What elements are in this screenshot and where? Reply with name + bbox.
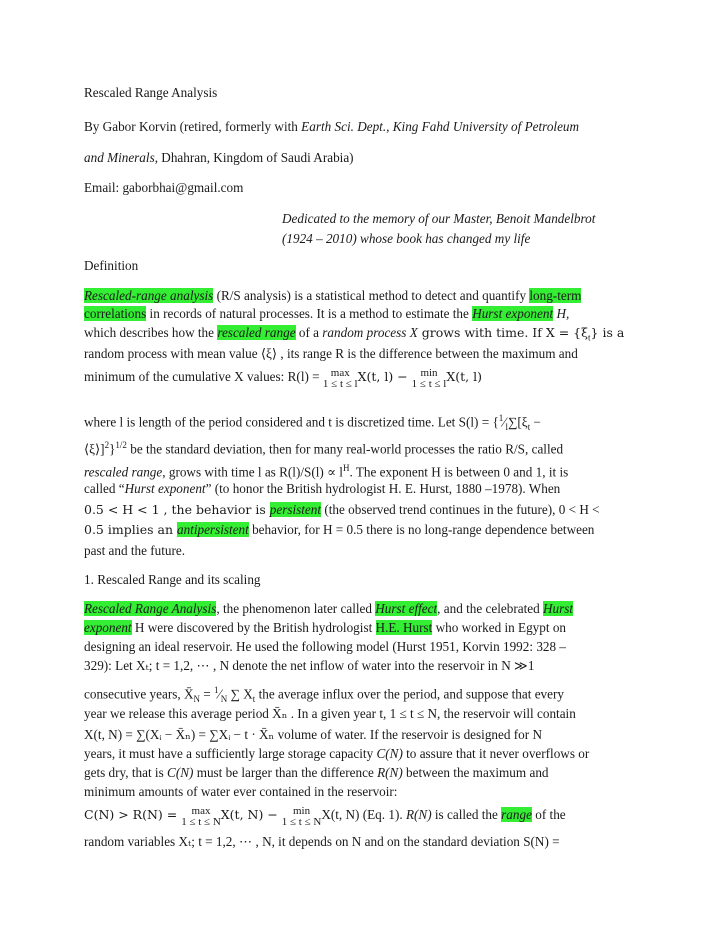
range-label: 1 ≤ t ≤ l [322, 378, 358, 390]
def-line-5 [84, 368, 482, 390]
def-line-2 [84, 306, 569, 322]
highlight-antipersistent: antipersistent [176, 522, 249, 537]
def-text: random process X [322, 325, 418, 340]
def-text: H, [553, 306, 570, 321]
s1-text: is called the [431, 807, 502, 822]
def-text: . The exponent H is between 0 and 1, it is [349, 464, 569, 480]
dedication-line-1: Dedicated to the memory of our Master, Benoit Mandelbrot [282, 211, 596, 226]
author-location: , Dhahran, Kingdom of Saudi Arabia) [154, 150, 354, 165]
def-math: ∑ [508, 414, 518, 430]
def-math: X(t, l) [446, 369, 482, 384]
def-line-4: random process with mean value ⟨ξ⟩ , its range R is the difference between the maximum and [84, 346, 578, 361]
s1-text: to assure that it never overflows or [402, 746, 590, 761]
dedication-line-2: (1924 – 2010) whose book has changed my life [282, 231, 531, 246]
s1-text: who worked in Egypt on [432, 620, 567, 635]
def-text: (the observed trend continues in the future), 0 < H < [321, 502, 600, 517]
s1-line-6: year we release this average period X̄ₙ . In a given year t, 1 ≤ t ≤ N, the reservoir will contain [84, 706, 576, 721]
s1-line-1 [84, 601, 573, 617]
def-math: } is a [590, 325, 625, 340]
highlight-rescaled-range-analysis-2: Rescaled Range Analysis [84, 601, 217, 616]
highlight-hurst-effect: Hurst effect [375, 601, 438, 616]
def-line-6: where l is length of the period considered and t is discretized time. Let $S(l) = \{^1⁄_l\sum[\xi_t$ − [84, 413, 541, 433]
s1-line-12: random variables Xₜ; t = 1,2, ⋯ , N, it depends on N and on the standard deviation S(N) = [84, 834, 560, 849]
def-text: of a [295, 325, 323, 340]
s1-math: = [200, 686, 215, 702]
def-line-7: ⟨ξ⟩]$^2$}$^{1/2}$ be the standard deviation, then for many real-world processes the ratio R/S, called [84, 440, 564, 457]
s1-text: the average influx over the period, and suppose that every [255, 686, 564, 702]
def-text: ” (to honor the British hydrologist H. E. Hurst, 1880 –1978). When [205, 481, 561, 496]
s1-math: C(N) > R(N) = [84, 807, 182, 822]
highlight-long-term: long-term [529, 288, 582, 303]
s1-line-3: designing an ideal reservoir. He used the following model (Hurst 1951, Korvin 1992: 328 – [84, 639, 566, 654]
author-minerals: and Minerals [84, 150, 155, 165]
section-1-heading: 1. Rescaled Range and its scaling [84, 572, 261, 587]
def-text: called “ [84, 481, 125, 496]
s1-text: C(N) [167, 765, 194, 780]
s1-text: of the [531, 807, 566, 822]
s1-text: between the maximum and [402, 765, 549, 780]
def-text: minimum of the cumulative X values: R(l) = [84, 369, 323, 384]
def-text: behavior, for H = 0.5 there is no long-range dependence between [248, 522, 595, 537]
s1-line-2 [84, 620, 566, 636]
highlight-he-hurst: H.E. Hurst [375, 620, 433, 635]
def-text: be the standard deviation, then for many real-world processes the ratio R/S, called [126, 441, 564, 457]
def-line-8: rescaled range, grows with time l as $R(l)/S(l) \propto l^H$. The exponent H is between 0 and 1, it is [84, 463, 569, 480]
def-line-10 [84, 502, 600, 518]
s1-text: R(N) [405, 807, 432, 822]
def-text: in records of natural processes. It is a method to estimate the [146, 306, 473, 321]
max-label: max [191, 805, 211, 817]
doc-title: Rescaled Range Analysis [84, 85, 218, 100]
highlight-correlations: correlations [84, 306, 147, 321]
def-text: which describes how the [84, 325, 218, 340]
range-label: 1 ≤ t ≤ l [411, 378, 447, 390]
min-label: min [420, 367, 438, 379]
highlight-rescaled-range: rescaled range [217, 325, 296, 340]
s1-line-11 [84, 806, 566, 828]
s1-math: X(t, N) (Eq. 1). [321, 807, 406, 822]
def-line-1 [84, 288, 581, 304]
def-math: [ξ [517, 414, 528, 430]
highlight-rescaled-range-analysis: Rescaled-range analysis [84, 288, 214, 303]
def-math: 0.5 < H < 1 , the behavior is [84, 502, 270, 517]
def-text: where l is length of the period considered and t is discretized time. Let S(l) = { [84, 414, 499, 430]
s1-line-7: X(t, N) = ∑(Xᵢ − X̄ₙ) = ∑Xᵢ − t · X̄ₙ volume of water. If the reservoir is designed for N [84, 727, 542, 742]
s1-text: , the phenomenon later called [216, 601, 376, 616]
def-text: rescaled range [84, 464, 163, 480]
def-line-9 [84, 481, 560, 497]
def-line-11 [84, 522, 594, 538]
def-math: − [530, 414, 541, 430]
s1-line-4: 329): Let Xₜ; t = 1,2, ⋯ , N denote the net inflow of water into the reservoir in N ≫1 [84, 658, 535, 673]
s1-math: ∑ [227, 686, 240, 702]
def-math: } [109, 441, 116, 457]
def-math: grows with time. If X = {ξ [417, 325, 589, 340]
highlight-persistent: persistent [269, 502, 322, 517]
author-by: By Gabor Korvin (retired, formerly with [84, 119, 302, 134]
s1-text: C(N) [376, 746, 403, 761]
s1-line-10: minimum amounts of water ever contained in the reservoir: [84, 784, 398, 799]
range-label: 1 ≤ t ≤ N [181, 816, 221, 828]
s1-text: must be larger than the difference [193, 765, 378, 780]
definition-heading: Definition [84, 258, 139, 273]
s1-text: H were discovered by the British hydrologist [131, 620, 376, 635]
s1-text: R(N) [377, 765, 403, 780]
def-text: , grows with time l as R(l)/S(l) ∝ l [162, 464, 343, 480]
max-operator [323, 368, 358, 390]
def-line-12: past and the future. [84, 543, 186, 558]
def-text: (R/S analysis) is a statistical method to detect and quantify [213, 288, 530, 303]
highlight-exponent: exponent [84, 620, 132, 635]
def-math: 0.5 implies an [84, 522, 177, 537]
max-label: max [330, 367, 350, 379]
s1-text: , and the celebrated [437, 601, 543, 616]
def-math: X(t, l) − [357, 369, 412, 384]
email-line: Email: gaborbhai@gmail.com [84, 180, 244, 195]
def-text: Hurst exponent [124, 481, 206, 496]
s1-text: years, it must have a sufficiently large storage capacity [84, 746, 377, 761]
min-operator [412, 368, 447, 390]
author-line-2 [84, 150, 354, 166]
max-operator-n [181, 806, 221, 828]
highlight-hurst-exponent: Hurst exponent [472, 306, 554, 321]
author-line [84, 119, 579, 135]
highlight-hurst: Hurst [542, 601, 574, 616]
highlight-range: range [501, 807, 532, 822]
min-label: min [292, 805, 311, 817]
def-math: ⟨ξ⟩] [84, 441, 105, 457]
s1-math: X [239, 686, 253, 702]
s1-math: consecutive years, X̄ [84, 686, 194, 702]
s1-line-5: consecutive years, $X̄_N$ = $^1⁄_N$ ∑ $X_t$ the average influx over the period, and suppose that every [84, 685, 564, 705]
s1-math: X(t, N) − [220, 807, 282, 822]
def-line-3: which describes how the rescaled range of a random process X grows with time. If $X = \{\xi_t\}$ is a [84, 325, 625, 343]
s1-text: gets dry, that is [84, 765, 168, 780]
author-dept: Earth Sci. Dept., King Fahd University of Petroleum [301, 119, 580, 134]
s1-line-8 [84, 746, 589, 762]
s1-line-9 [84, 765, 549, 781]
range-label: 1 ≤ t ≤ N [281, 816, 322, 828]
min-operator-n [282, 806, 322, 828]
